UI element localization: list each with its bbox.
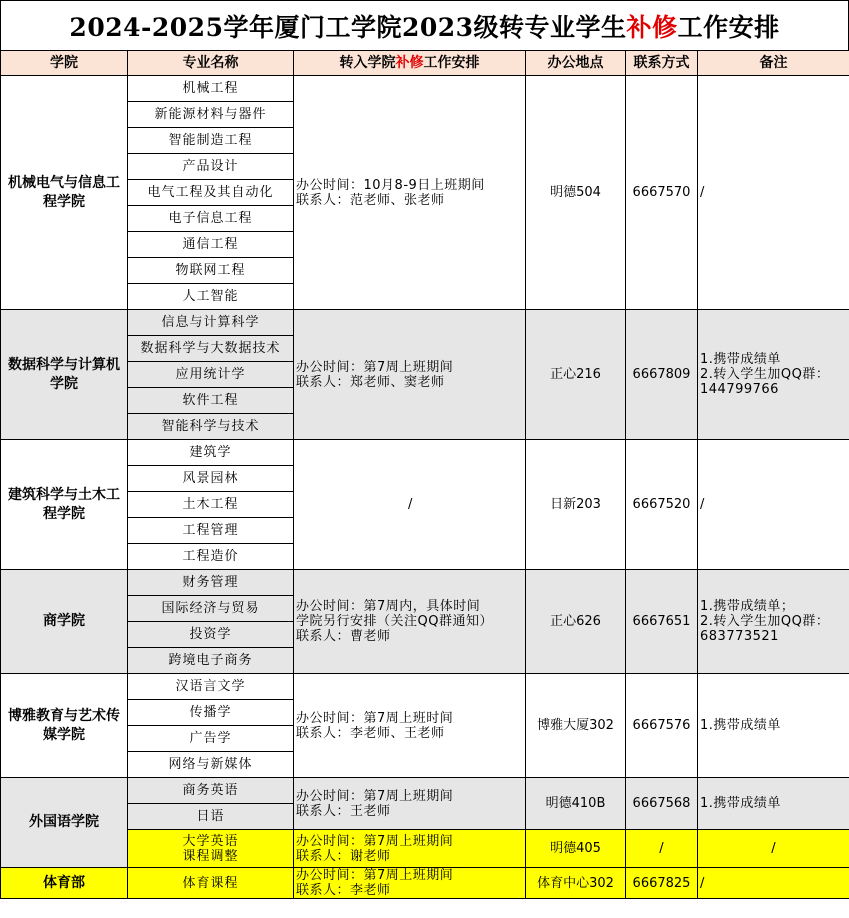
major-name: 土木工程 — [128, 492, 294, 518]
major-name: 数据科学与大数据技术 — [128, 336, 294, 362]
college-name: 博雅教育与艺术传媒学院 — [1, 674, 128, 778]
note-line: / — [700, 497, 705, 512]
major-name: 网络与新媒体 — [128, 752, 294, 778]
major-name: 广告学 — [128, 726, 294, 752]
college-name: 体育部 — [1, 868, 128, 899]
major-name: 智能制造工程 — [128, 128, 294, 154]
arrangement-line: 办公时间：第7周上班期间 — [296, 359, 454, 375]
major-name: 新能源材料与器件 — [128, 102, 294, 128]
note-cell — [698, 310, 849, 440]
college-name: 建筑科学与土木工程学院 — [1, 440, 128, 570]
contact-phone: 6667809 — [626, 310, 698, 440]
major-name: 工程管理 — [128, 518, 294, 544]
header-row — [1, 51, 849, 76]
college-name: 外国语学院 — [1, 778, 128, 868]
arrangement-line: 办公时间：10月8-9日上班期间 — [296, 177, 485, 193]
arrangement-line: 办公时间：第7周内，具体时间 — [296, 599, 481, 614]
header-college: 学院 — [1, 51, 128, 76]
major-name: 跨境电子商务 — [128, 648, 294, 674]
table-row — [1, 310, 849, 336]
table-row — [1, 868, 849, 899]
arrangement-line: 联系人：范老师、张老师 — [296, 192, 445, 208]
arrangement-line: 办公时间：第7周上班期间 — [296, 833, 454, 849]
arrangement-line: 联系人：王老师 — [296, 803, 391, 819]
major-name: 国际经济与贸易 — [128, 596, 294, 622]
major-name: 日语 — [128, 804, 294, 830]
arrangement-line: 联系人：李老师、王老师 — [296, 725, 445, 741]
major-name: 电气工程及其自动化 — [128, 180, 294, 206]
major-name: 建筑学 — [128, 440, 294, 466]
contact-phone: 6667520 — [626, 440, 698, 570]
office-location: 日新203 — [526, 440, 626, 570]
office-location: 正心216 — [526, 310, 626, 440]
major-name: 产品设计 — [128, 154, 294, 180]
table-row — [1, 570, 849, 596]
major-name: 信息与计算科学 — [128, 310, 294, 336]
note-line: 1.携带成绩单 — [700, 718, 781, 733]
schedule-table — [0, 50, 849, 899]
header-arrangement-pre: 转入学院 — [339, 54, 396, 71]
major-name: 商务英语 — [128, 778, 294, 804]
major-line: 大学英语 — [182, 833, 239, 849]
arrangement-cell — [294, 830, 526, 868]
office-location: 体育中心302 — [526, 868, 626, 899]
header-major: 专业名称 — [128, 51, 294, 76]
arrangement-line: 联系人：李老师 — [296, 883, 391, 898]
note-line: 2.转入学生加QQ群： — [700, 367, 830, 382]
college-name: 机械电气与信息工程学院 — [1, 76, 128, 310]
major-name: 工程造价 — [128, 544, 294, 570]
college-name: 数据科学与计算机学院 — [1, 310, 128, 440]
major-name: 软件工程 — [128, 388, 294, 414]
major-name: 财务管理 — [128, 570, 294, 596]
note-line: 1.携带成绩单； — [700, 599, 795, 614]
arrangement-cell — [294, 440, 526, 570]
arrangement-line: 办公时间：第7周上班期间 — [296, 868, 454, 883]
office-location: 明德405 — [526, 830, 626, 868]
note-line: / — [700, 185, 705, 200]
note-line: 1.携带成绩单 — [700, 352, 781, 367]
table-row — [1, 830, 849, 868]
arrangement-cell — [294, 570, 526, 674]
contact-phone: / — [626, 830, 698, 868]
contact-phone: 6667570 — [626, 76, 698, 310]
header-office: 办公地点 — [526, 51, 626, 76]
major-line: 课程调整 — [182, 848, 239, 864]
contact-phone: 6667825 — [626, 868, 698, 899]
major-name: 物联网工程 — [128, 258, 294, 284]
contact-phone: 6667651 — [626, 570, 698, 674]
title-text-1: 2024-2025学年厦门工学院2023级转专业学生 — [69, 12, 627, 42]
note-cell — [698, 76, 849, 310]
major-name: 通信工程 — [128, 232, 294, 258]
arrangement-cell — [294, 778, 526, 830]
note-line: 144799766 — [700, 382, 779, 397]
major-name: 传播学 — [128, 700, 294, 726]
arrangement-cell — [294, 310, 526, 440]
arrangement-line: 办公时间：第7周上班期间 — [296, 788, 454, 804]
table-row — [1, 76, 849, 102]
title-highlight: 补修 — [626, 12, 678, 42]
arrangement-line: 联系人：郑老师、窦老师 — [296, 374, 445, 390]
arrangement-line: 联系人：谢老师 — [296, 848, 391, 864]
title-text-2: 工作安排 — [677, 12, 780, 42]
note-cell — [698, 778, 849, 830]
arrangement-cell — [294, 674, 526, 778]
major-name: 应用统计学 — [128, 362, 294, 388]
contact-phone: 6667576 — [626, 674, 698, 778]
arrangement-line: 办公时间：第7周上班时间 — [296, 710, 454, 726]
table-row — [1, 674, 849, 700]
note-line: 683773521 — [700, 629, 779, 644]
note-line: 2.转入学生加QQ群： — [700, 614, 830, 629]
arrangement-cell — [294, 76, 526, 310]
arrangement-cell — [294, 868, 526, 899]
office-location: 正心626 — [526, 570, 626, 674]
header-arrangement-post: 工作安排 — [423, 54, 480, 71]
page-title — [0, 0, 849, 50]
major-name: 机械工程 — [128, 76, 294, 102]
major-name: 汉语言文学 — [128, 674, 294, 700]
contact-phone: 6667568 — [626, 778, 698, 830]
header-arrangement-red: 补修 — [395, 54, 424, 71]
major-name: 投资学 — [128, 622, 294, 648]
major-name — [128, 830, 294, 868]
note-cell: / — [698, 830, 849, 868]
major-name: 体育课程 — [128, 868, 294, 899]
header-arrangement — [294, 51, 526, 76]
major-name: 人工智能 — [128, 284, 294, 310]
major-name: 智能科学与技术 — [128, 414, 294, 440]
note-cell — [698, 440, 849, 570]
office-location: 博雅大厦302 — [526, 674, 626, 778]
note-cell — [698, 868, 849, 899]
office-location: 明德410B — [526, 778, 626, 830]
arrangement-line: 联系人：曹老师 — [296, 629, 391, 644]
note-cell — [698, 674, 849, 778]
note-cell — [698, 570, 849, 674]
college-name: 商学院 — [1, 570, 128, 674]
note-line: / — [700, 875, 705, 891]
arrangement-line: 学院另行安排（关注QQ群通知） — [296, 614, 493, 629]
office-location: 明德504 — [526, 76, 626, 310]
table-row — [1, 440, 849, 466]
header-contact: 联系方式 — [626, 51, 698, 76]
arrangement-line: / — [408, 497, 413, 512]
major-name: 风景园林 — [128, 466, 294, 492]
major-name: 电子信息工程 — [128, 206, 294, 232]
note-line: 1.携带成绩单 — [700, 796, 781, 811]
header-note: 备注 — [698, 51, 849, 76]
table-row — [1, 778, 849, 804]
